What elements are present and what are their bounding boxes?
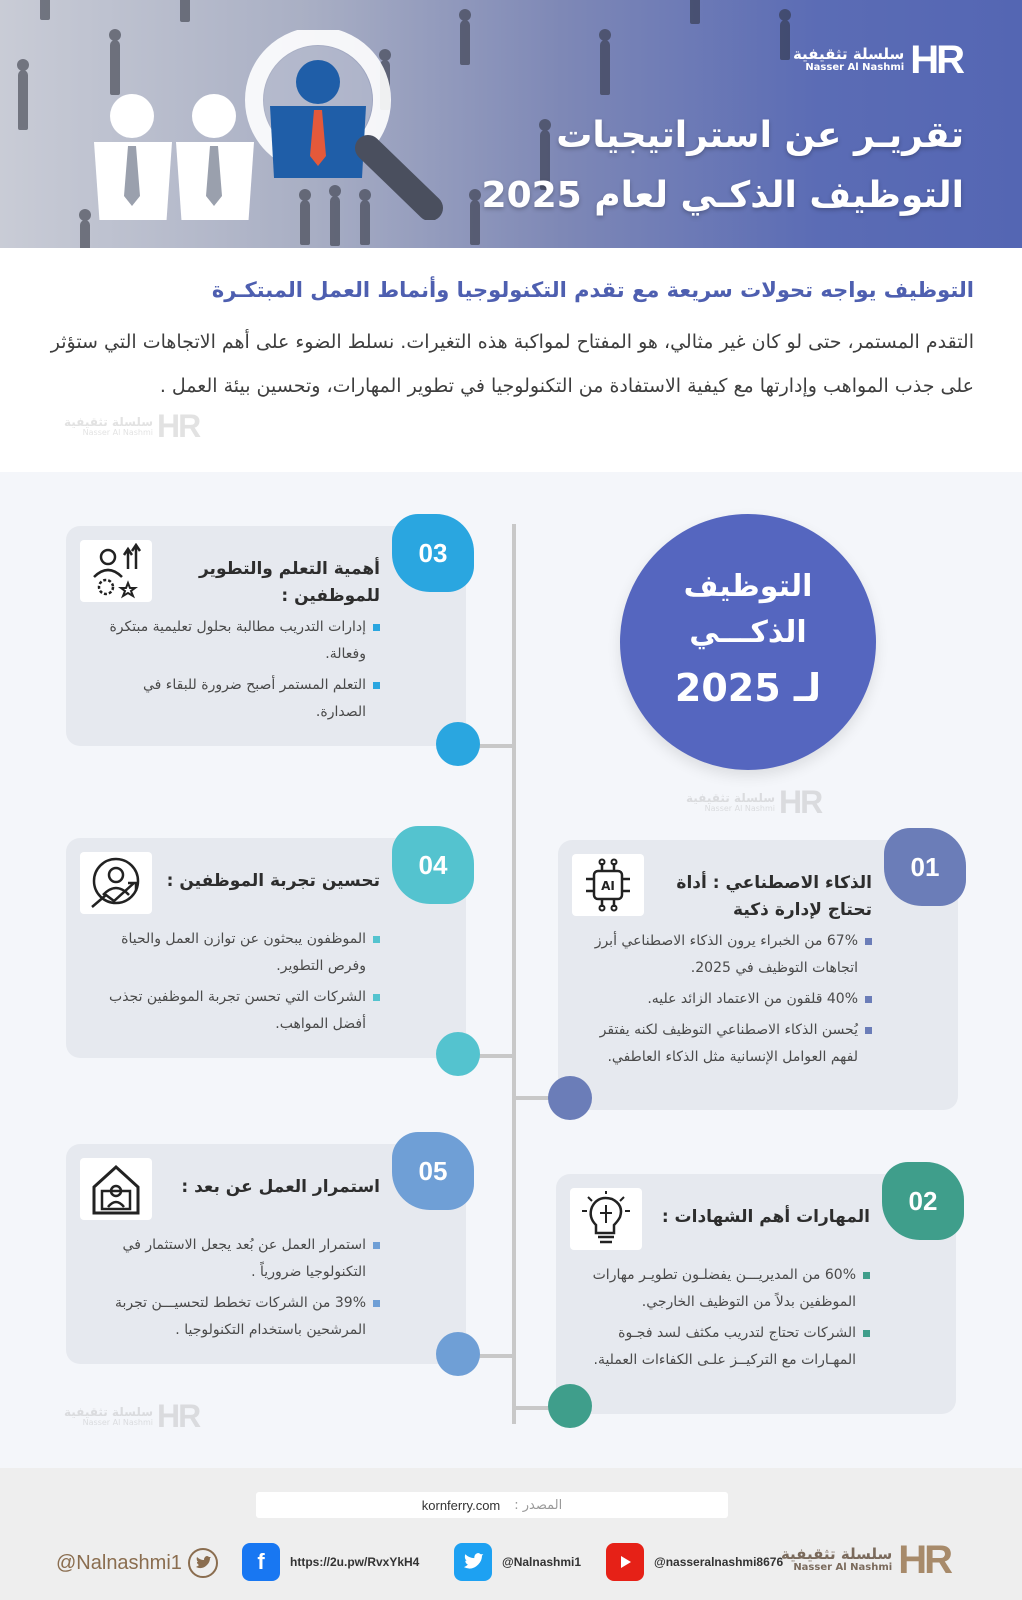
card-list: [90, 614, 380, 730]
card-04: [66, 838, 466, 1058]
watermark-logo: [64, 1398, 199, 1435]
card-title: الذكاء الاصطناعي : أداة تحتاج لإدارة ذكية: [676, 873, 872, 920]
card-list: [582, 928, 872, 1075]
watermark-hr: HR: [157, 1398, 200, 1434]
timeline-axis: [512, 524, 516, 1424]
logo-hr: HR: [910, 38, 962, 82]
crowd-silhouette: [600, 40, 610, 95]
watermark-arabic: سلسلة تثقيفية: [686, 791, 776, 805]
watermark-logo: [64, 408, 199, 445]
list-item: 60% من المديريـــن يفضلـون تطويـر مهارات الموظفين بدلاً من التوظيف الخارجي.: [580, 1262, 870, 1316]
card-list: [90, 1232, 380, 1348]
list-item: الشركات تحتاج لتدريب مكثف لسد فجـوة المهـارات مع التركيــز علـى الكفاءات العملية.: [580, 1320, 870, 1374]
main-handle[interactable]: [56, 1548, 218, 1578]
watermark-hr: HR: [157, 408, 200, 444]
source-bar: [256, 1492, 728, 1518]
card-number-badge: [392, 514, 474, 592]
list-item: الموظفون يبحثون عن توازن العمل والحياة وفرص التطوير.: [90, 926, 380, 980]
facebook-link[interactable]: [242, 1542, 419, 1582]
center-line-1: التوظيف: [683, 569, 813, 604]
twitter-text: @Nalnashmi1: [502, 1555, 582, 1569]
work-from-home-icon: [80, 1158, 152, 1220]
card-title: تحسين تجربة الموظفين :: [166, 871, 380, 891]
twitter-icon: [454, 1543, 492, 1581]
list-item: استمرار العمل عن بُعد يجعل الاستثمار في التكنولوجيا ضرورياً .: [90, 1232, 380, 1286]
card-number-badge: [882, 1162, 964, 1240]
list-item: 40% قلقون من الاعتماد الزائد عليه.: [582, 986, 872, 1013]
card-list: [90, 926, 380, 1042]
timeline-dot: [548, 1076, 592, 1120]
footer-logo-hr: HR: [898, 1538, 950, 1582]
watermark-arabic: سلسلة تثقيفية: [64, 415, 154, 429]
card-03: [66, 526, 466, 746]
crowd-silhouette: [40, 0, 50, 20]
watermark-english: Nasser Al Nashmi: [82, 427, 154, 437]
list-item: التعلم المستمر أصبح ضرورة للبقاء في الصدارة.: [90, 672, 380, 726]
watermark-logo: [686, 784, 821, 821]
card-number: 05: [418, 1155, 448, 1186]
card-number: 01: [910, 851, 940, 882]
timeline-dot: [436, 1332, 480, 1376]
youtube-text: @nasseralnashmi8676: [654, 1555, 784, 1569]
header-logo: [793, 38, 962, 83]
facebook-icon: f: [242, 1543, 280, 1581]
footer: [0, 1468, 1022, 1600]
timeline-dot: [436, 722, 480, 766]
twitter-circle-icon: [188, 1548, 218, 1578]
team-growth-icon: [80, 540, 152, 602]
title-line-2: التوظيف الذكـي لعام 2025: [481, 175, 964, 216]
card-number-badge: [884, 828, 966, 906]
card-number: 02: [908, 1185, 938, 1216]
list-item: إدارات التدريب مطالبة بحلول تعليمية مبتكرة وفعالة.: [90, 614, 380, 668]
footer-logo-english: Nasser Al Nashmi: [793, 1562, 893, 1574]
youtube-icon: [606, 1543, 644, 1581]
bulb-puzzle-icon: [570, 1188, 642, 1250]
timeline-dot: [548, 1384, 592, 1428]
crowd-silhouette: [80, 220, 90, 248]
svg-text:AI: AI: [601, 879, 615, 893]
list-item: الشركات التي تحسن تجربة الموظفين تجذب أفضل المواهب.: [90, 984, 380, 1038]
watermark-english: Nasser Al Nashmi: [704, 803, 776, 813]
logo-english: Nasser Al Nashmi: [805, 62, 905, 74]
card-01: [558, 840, 958, 1110]
footer-logo-arabic: سلسلة تثقيفية: [780, 1545, 893, 1564]
card-title: استمرار العمل عن بعد :: [181, 1177, 380, 1197]
logo-arabic: سلسلة تثقيفية: [792, 45, 905, 64]
main-handle-text: @Nalnashmi1: [56, 1551, 182, 1574]
crowd-silhouette: [780, 20, 790, 60]
list-item: 67% من الخبراء يرون الذكاء الاصطناعي أبرز اتجاهات التوظيف في 2025.: [582, 928, 872, 982]
center-circle: [620, 514, 876, 770]
page-title: [404, 106, 964, 226]
card-02: [556, 1174, 956, 1414]
header-banner: [0, 0, 1022, 248]
crowd-silhouette: [180, 0, 190, 22]
card-number-badge: [392, 826, 474, 904]
list-item: 39% من الشركات تخطط لتحسيـــن تجربة المرشحين باستخدام التكنولوجيا .: [90, 1290, 380, 1344]
timeline-dot: [436, 1032, 480, 1076]
card-list: [580, 1262, 870, 1378]
card-number: 03: [418, 537, 448, 568]
watermark-english: Nasser Al Nashmi: [82, 1417, 154, 1427]
crowd-silhouette: [18, 70, 28, 130]
intro-lead: التوظيف يواجه تحولات سريعة مع تقدم التكنولوجيا وأنماط العمل المبتكـرة: [211, 278, 974, 302]
facebook-text: https://2u.pw/RvxYkH4: [290, 1555, 420, 1569]
title-line-1: تقريـر عن استراتيجيات: [556, 115, 964, 156]
youtube-link[interactable]: [606, 1542, 783, 1582]
source-label: المصدر :: [514, 1497, 563, 1513]
ai-chip-icon: [572, 854, 644, 916]
card-title: أهمية التعلم والتطوير للموظفين :: [198, 559, 380, 606]
footer-logo: [781, 1538, 950, 1583]
card-number: 04: [418, 849, 448, 880]
center-line-3: لـ 2025: [674, 666, 822, 710]
card-number-badge: [392, 1132, 474, 1210]
list-item: يُحسن الذكاء الاصطناعي التوظيف لكنه يفتقر لفهم العوامل الإنسانية مثل الذكاء العاطفي.: [582, 1017, 872, 1071]
center-line-2: الذكـــي: [689, 615, 807, 650]
watermark-arabic: سلسلة تثقيفية: [64, 1405, 154, 1419]
employee-growth-icon: [80, 852, 152, 914]
intro-section: [0, 248, 1022, 472]
crowd-silhouette: [690, 0, 700, 24]
source-link[interactable]: kornferry.com: [421, 1497, 501, 1513]
watermark-hr: HR: [779, 784, 822, 820]
intro-text: التقدم المستمر، حتى لو كان غير مثالي، هو المفتاح لمواكبة هذه التغيرات. نسلط الضوء على أهم الاتجاهات التي ستؤثر على جذب المواهب وإدارتها مع كيفية الاستفادة من التكنولوجيا في تطوير المهارات، وتحسين بيئة العمل .: [50, 331, 974, 397]
twitter-link[interactable]: [454, 1542, 581, 1582]
card-05: [66, 1144, 466, 1364]
card-title: المهارات أهم الشهادات :: [661, 1207, 870, 1227]
